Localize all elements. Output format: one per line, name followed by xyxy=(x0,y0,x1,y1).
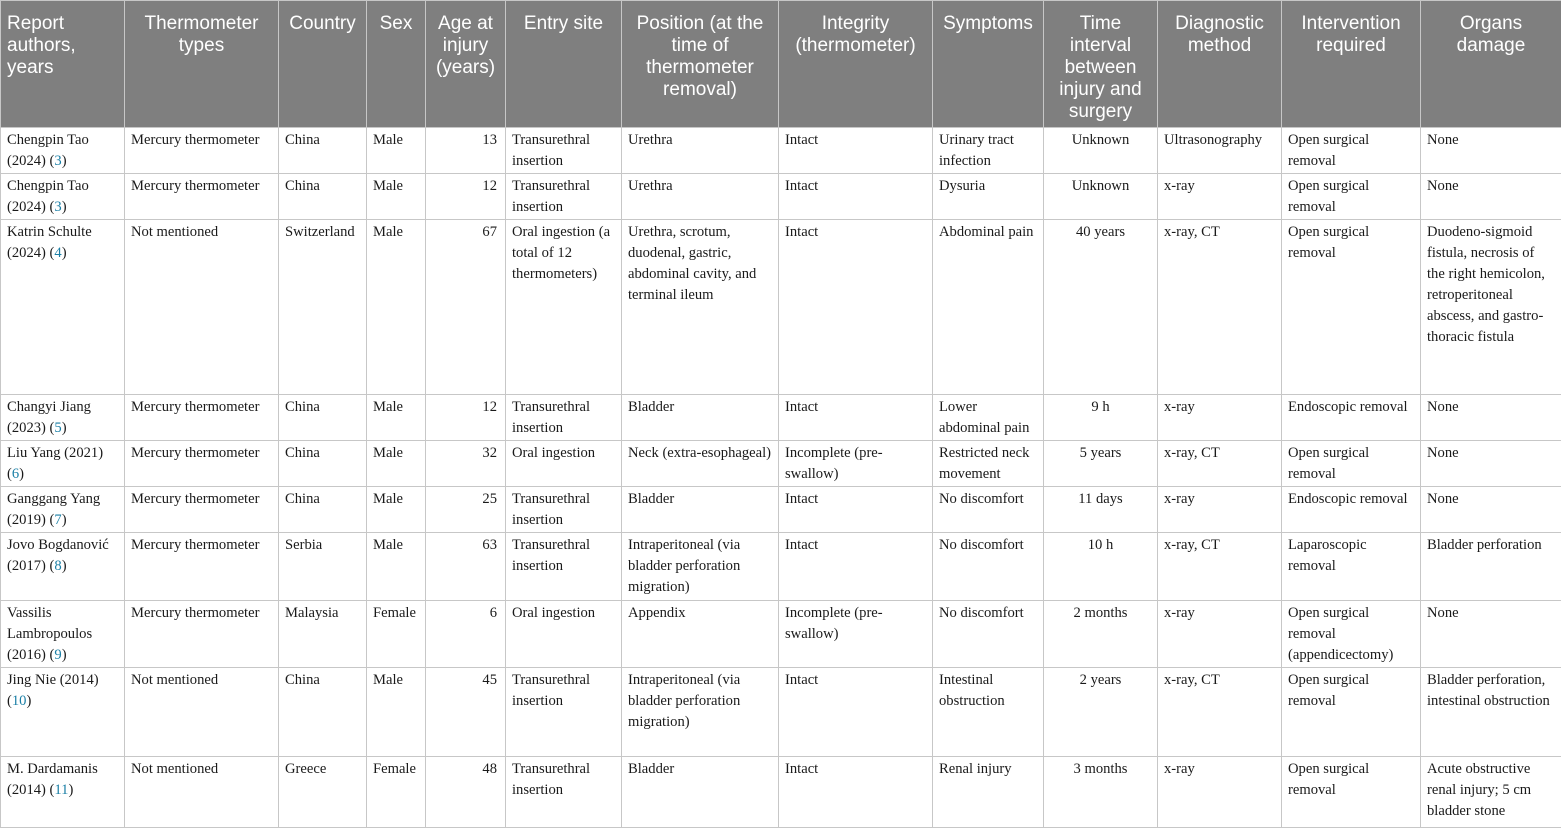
cell-thermometer-type: Mercury thermometer xyxy=(125,533,279,601)
cell-author xyxy=(1,757,125,828)
reference-link[interactable]: 11 xyxy=(54,782,68,798)
cell-age: 45 xyxy=(426,668,506,757)
cell-position: Urethra xyxy=(622,128,779,174)
header-organs-damage: Organs damage xyxy=(1421,1,1561,128)
cell-symptoms: Renal injury xyxy=(933,757,1044,828)
cell-organs-damage: None xyxy=(1421,128,1561,174)
cell-age: 6 xyxy=(426,601,506,668)
cell-organs-damage: None xyxy=(1421,441,1561,487)
header-integrity: Integrity (thermometer) xyxy=(779,1,933,128)
table-row xyxy=(1,128,1561,174)
cell-diagnostic-method: x-ray, CT xyxy=(1158,220,1282,395)
cell-position: Intraperitoneal (via bladder perforation migration) xyxy=(622,533,779,601)
cell-intervention: Open surgical removal xyxy=(1282,757,1421,828)
reference-close: ) xyxy=(62,153,67,169)
cell-age: 13 xyxy=(426,128,506,174)
cell-author xyxy=(1,441,125,487)
cell-age: 12 xyxy=(426,174,506,220)
cell-diagnostic-method: Ultrasonography xyxy=(1158,128,1282,174)
reference-close: ) xyxy=(62,199,67,215)
cell-organs-damage: None xyxy=(1421,174,1561,220)
cell-position: Bladder xyxy=(622,757,779,828)
cell-entry-site: Oral ingestion (a total of 12 thermometers) xyxy=(506,220,622,395)
table-row xyxy=(1,441,1561,487)
cell-country: China xyxy=(279,441,367,487)
cell-country: China xyxy=(279,395,367,441)
cell-time-interval: Unknown xyxy=(1044,128,1158,174)
reference-close: ) xyxy=(62,245,67,261)
author-text: Chengpin Tao (2024) ( xyxy=(7,132,89,169)
reference-close: ) xyxy=(62,420,67,436)
author-text: Katrin Schulte (2024) ( xyxy=(7,224,92,261)
cell-sex: Male xyxy=(367,668,426,757)
cell-position: Intraperitoneal (via bladder perforation migration) xyxy=(622,668,779,757)
cell-entry-site: Oral ingestion xyxy=(506,441,622,487)
cell-organs-damage: Acute obstructive renal injury; 5 cm bladder stone xyxy=(1421,757,1561,828)
cell-entry-site: Transurethral insertion xyxy=(506,487,622,533)
author-text: Vassilis Lambropoulos (2016) ( xyxy=(7,605,92,663)
table-row xyxy=(1,533,1561,601)
cell-country: Serbia xyxy=(279,533,367,601)
cell-thermometer-type: Mercury thermometer xyxy=(125,441,279,487)
cell-thermometer-type: Mercury thermometer xyxy=(125,601,279,668)
cell-position: Urethra, scrotum, duodenal, gastric, abdominal cavity, and terminal ileum xyxy=(622,220,779,395)
cell-diagnostic-method: x-ray, CT xyxy=(1158,533,1282,601)
cell-entry-site: Transurethral insertion xyxy=(506,395,622,441)
cell-author xyxy=(1,174,125,220)
cell-diagnostic-method: x-ray xyxy=(1158,395,1282,441)
cell-author xyxy=(1,128,125,174)
cell-thermometer-type: Mercury thermometer xyxy=(125,395,279,441)
cell-diagnostic-method: x-ray xyxy=(1158,487,1282,533)
cell-intervention: Open surgical removal xyxy=(1282,128,1421,174)
cell-integrity: Intact xyxy=(779,174,933,220)
cell-diagnostic-method: x-ray xyxy=(1158,601,1282,668)
table-row xyxy=(1,668,1561,757)
reference-close: ) xyxy=(68,782,73,798)
cell-time-interval: 10 h xyxy=(1044,533,1158,601)
cell-intervention: Open surgical removal xyxy=(1282,220,1421,395)
cell-age: 32 xyxy=(426,441,506,487)
cell-sex: Male xyxy=(367,441,426,487)
reference-link[interactable]: 8 xyxy=(54,558,61,574)
cell-organs-damage: None xyxy=(1421,487,1561,533)
reference-close: ) xyxy=(19,466,24,482)
table-row xyxy=(1,487,1561,533)
cell-intervention: Open surgical removal (appendicectomy) xyxy=(1282,601,1421,668)
cell-entry-site: Transurethral insertion xyxy=(506,757,622,828)
cell-sex: Male xyxy=(367,128,426,174)
cell-integrity: Incomplete (pre-swallow) xyxy=(779,601,933,668)
header-intervention: Intervention required xyxy=(1282,1,1421,128)
cell-sex: Male xyxy=(367,395,426,441)
cell-country: China xyxy=(279,668,367,757)
cell-age: 25 xyxy=(426,487,506,533)
header-symptoms: Symptoms xyxy=(933,1,1044,128)
cell-sex: Male xyxy=(367,533,426,601)
cell-intervention: Open surgical removal xyxy=(1282,668,1421,757)
cell-organs-damage: Duodeno-sigmoid fistula, necrosis of the right hemicolon, retroperitoneal abscess, and gastro-thoracic fistula xyxy=(1421,220,1561,395)
cell-time-interval: 2 years xyxy=(1044,668,1158,757)
author-text: Liu Yang (2021) ( xyxy=(7,445,103,482)
cell-intervention: Endoscopic removal xyxy=(1282,395,1421,441)
cell-sex: Male xyxy=(367,487,426,533)
header-country: Country xyxy=(279,1,367,128)
cell-symptoms: Intestinal obstruction xyxy=(933,668,1044,757)
author-text: Jing Nie (2014) ( xyxy=(7,672,99,709)
cell-position: Bladder xyxy=(622,487,779,533)
cell-sex: Female xyxy=(367,757,426,828)
cell-entry-site: Transurethral insertion xyxy=(506,533,622,601)
cell-position: Neck (extra-esophageal) xyxy=(622,441,779,487)
cell-entry-site: Transurethral insertion xyxy=(506,668,622,757)
table-row xyxy=(1,220,1561,395)
header-row xyxy=(1,1,1561,128)
cell-author xyxy=(1,601,125,668)
cell-symptoms: Lower abdominal pain xyxy=(933,395,1044,441)
cell-time-interval: 2 months xyxy=(1044,601,1158,668)
header-report-authors: Report authors, years xyxy=(1,1,125,128)
cell-time-interval: 40 years xyxy=(1044,220,1158,395)
cell-author xyxy=(1,668,125,757)
reference-link[interactable]: 7 xyxy=(54,512,61,528)
cell-organs-damage: Bladder perforation xyxy=(1421,533,1561,601)
header-time-interval: Time interval between injury and surgery xyxy=(1044,1,1158,128)
cell-diagnostic-method: x-ray xyxy=(1158,757,1282,828)
cell-organs-damage: None xyxy=(1421,395,1561,441)
cell-age: 12 xyxy=(426,395,506,441)
header-thermometer-types: Thermometer types xyxy=(125,1,279,128)
author-text: Ganggang Yang (2019) ( xyxy=(7,491,100,528)
cell-country: Switzerland xyxy=(279,220,367,395)
cell-country: China xyxy=(279,128,367,174)
cell-integrity: Intact xyxy=(779,128,933,174)
cell-time-interval: Unknown xyxy=(1044,174,1158,220)
cell-integrity: Intact xyxy=(779,757,933,828)
cell-thermometer-type: Mercury thermometer xyxy=(125,487,279,533)
cell-organs-damage: None xyxy=(1421,601,1561,668)
cell-organs-damage: Bladder perforation, intestinal obstruction xyxy=(1421,668,1561,757)
cell-sex: Male xyxy=(367,220,426,395)
author-text: M. Dardamanis (2014) ( xyxy=(7,761,98,798)
cell-sex: Female xyxy=(367,601,426,668)
cell-time-interval: 9 h xyxy=(1044,395,1158,441)
cell-symptoms: No discomfort xyxy=(933,601,1044,668)
cell-author xyxy=(1,533,125,601)
cell-symptoms: Dysuria xyxy=(933,174,1044,220)
table-row xyxy=(1,601,1561,668)
cell-entry-site: Oral ingestion xyxy=(506,601,622,668)
reference-close: ) xyxy=(62,512,67,528)
header-age: Age at injury (years) xyxy=(426,1,506,128)
cell-symptoms: Restricted neck movement xyxy=(933,441,1044,487)
cell-time-interval: 3 months xyxy=(1044,757,1158,828)
author-text: Jovo Bogdanović (2017) ( xyxy=(7,537,109,574)
table-row xyxy=(1,395,1561,441)
reference-close: ) xyxy=(62,647,67,663)
cell-thermometer-type: Not mentioned xyxy=(125,668,279,757)
reference-close: ) xyxy=(26,693,31,709)
header-entry-site: Entry site xyxy=(506,1,622,128)
author-text: Changyi Jiang (2023) ( xyxy=(7,399,91,436)
author-text: Chengpin Tao (2024) ( xyxy=(7,178,89,215)
cell-entry-site: Transurethral insertion xyxy=(506,174,622,220)
cell-author xyxy=(1,395,125,441)
cell-sex: Male xyxy=(367,174,426,220)
cell-position: Urethra xyxy=(622,174,779,220)
cell-author xyxy=(1,220,125,395)
cell-integrity: Intact xyxy=(779,220,933,395)
cell-diagnostic-method: x-ray, CT xyxy=(1158,668,1282,757)
cell-symptoms: Abdominal pain xyxy=(933,220,1044,395)
cell-symptoms: No discomfort xyxy=(933,533,1044,601)
cell-intervention: Laparoscopic removal xyxy=(1282,533,1421,601)
table-row xyxy=(1,174,1561,220)
cell-country: Malaysia xyxy=(279,601,367,668)
reference-close: ) xyxy=(62,558,67,574)
cell-diagnostic-method: x-ray xyxy=(1158,174,1282,220)
cell-country: Greece xyxy=(279,757,367,828)
cell-time-interval: 5 years xyxy=(1044,441,1158,487)
header-diagnostic-method: Diagnostic method xyxy=(1158,1,1282,128)
reference-link[interactable]: 3 xyxy=(54,153,61,169)
cell-time-interval: 11 days xyxy=(1044,487,1158,533)
cell-diagnostic-method: x-ray, CT xyxy=(1158,441,1282,487)
header-sex: Sex xyxy=(367,1,426,128)
reference-link[interactable]: 3 xyxy=(54,199,61,215)
cell-country: China xyxy=(279,487,367,533)
table-body xyxy=(1,128,1561,828)
cell-integrity: Intact xyxy=(779,487,933,533)
cell-thermometer-type: Mercury thermometer xyxy=(125,174,279,220)
cell-symptoms: Urinary tract infection xyxy=(933,128,1044,174)
table-row xyxy=(1,757,1561,828)
cell-intervention: Open surgical removal xyxy=(1282,174,1421,220)
reference-link[interactable]: 4 xyxy=(54,245,61,261)
cell-author xyxy=(1,487,125,533)
cell-entry-site: Transurethral insertion xyxy=(506,128,622,174)
cell-symptoms: No discomfort xyxy=(933,487,1044,533)
cell-integrity: Incomplete (pre-swallow) xyxy=(779,441,933,487)
reference-link[interactable]: 9 xyxy=(54,647,61,663)
cell-thermometer-type: Not mentioned xyxy=(125,220,279,395)
cell-age: 48 xyxy=(426,757,506,828)
cell-integrity: Intact xyxy=(779,533,933,601)
cell-integrity: Intact xyxy=(779,395,933,441)
reference-link[interactable]: 5 xyxy=(54,420,61,436)
cell-position: Appendix xyxy=(622,601,779,668)
reference-link[interactable]: 10 xyxy=(12,693,27,709)
cell-thermometer-type: Not mentioned xyxy=(125,757,279,828)
cell-intervention: Open surgical removal xyxy=(1282,441,1421,487)
cell-integrity: Intact xyxy=(779,668,933,757)
cell-position: Bladder xyxy=(622,395,779,441)
reference-link[interactable]: 6 xyxy=(12,466,19,482)
cell-country: China xyxy=(279,174,367,220)
header-position: Position (at the time of thermometer removal) xyxy=(622,1,779,128)
cell-intervention: Endoscopic removal xyxy=(1282,487,1421,533)
cell-age: 63 xyxy=(426,533,506,601)
cell-age: 67 xyxy=(426,220,506,395)
cell-thermometer-type: Mercury thermometer xyxy=(125,128,279,174)
